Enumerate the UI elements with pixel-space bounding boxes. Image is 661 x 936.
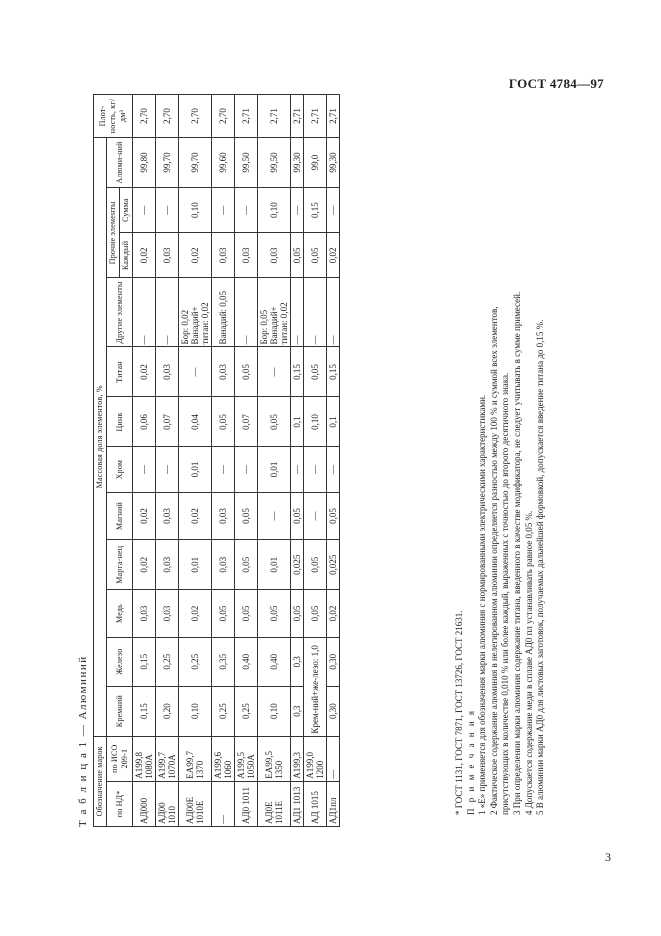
cell-si: 0,25 — [212, 686, 235, 736]
table-row — [179, 95, 212, 827]
table-row — [291, 95, 304, 827]
cell-each: 0,02 — [133, 233, 156, 278]
cell-density: 2,70 — [156, 95, 179, 138]
cell-fe: 0,25 — [156, 637, 179, 686]
cell-sum: — — [212, 188, 235, 233]
cell-other: — — [156, 278, 179, 347]
cell-mg: 0,05 — [327, 492, 340, 540]
cell-sum: — — [327, 188, 340, 233]
cell-si: 0,10 — [258, 686, 291, 736]
cell-cu: 0,05 — [304, 590, 327, 638]
cell-cu: 0,02 — [327, 590, 340, 638]
cell-nd: АД 1015 — [304, 781, 327, 826]
cell-al: 99,30 — [291, 137, 304, 187]
cell-ti: 0,03 — [156, 347, 179, 397]
note-item: 5 В алюминии марки АД0 для листовых заготовок, получаемых дальнейшей формовкой, допускается введение титана до 0,15 %. — [535, 319, 546, 815]
table-row — [304, 95, 327, 827]
zinc-header: Цинк — [107, 397, 133, 447]
cell-mn: 0,05 — [304, 540, 327, 590]
cell-fe: 0,35 — [212, 637, 235, 686]
cell-mg: 0,02 — [133, 492, 156, 540]
cell-each: 0,03 — [156, 233, 179, 278]
cell-cu: 0,05 — [258, 590, 291, 638]
cell-each: 0,05 — [291, 233, 304, 278]
cell-mn: 0,02 — [133, 540, 156, 590]
cell-cu: 0,03 — [133, 590, 156, 638]
table-row — [235, 95, 258, 827]
cell-iso: А199,6 1060 — [212, 736, 235, 781]
cell-mg: 0,05 — [235, 492, 258, 540]
cell-mn: 0,03 — [156, 540, 179, 590]
footnote: * ГОСТ 1131, ГОСТ 7871, ГОСТ 13726, ГОСТ 21631. — [454, 610, 464, 815]
iso-header: по ИСО 209-1 — [107, 736, 133, 781]
table-row — [258, 95, 291, 827]
cell-iso: А199,5 1050А — [235, 736, 258, 781]
cell-al: 99,60 — [212, 137, 235, 187]
cell-density: 2,71 — [291, 95, 304, 138]
cell-other: — — [304, 278, 327, 347]
density-header: Плот-ность, кг/дм³ — [94, 95, 133, 138]
note-item: присутствующих в количестве 0,010 % или более каждый, выраженных с точностью до второго десятичного знака. — [500, 372, 511, 815]
cell-sum: — — [291, 188, 304, 233]
cell-zn: 0,1 — [291, 397, 304, 447]
cell-other: — — [133, 278, 156, 347]
rotated-table-page — [77, 94, 589, 827]
cell-density: 2,71 — [235, 95, 258, 138]
note-item: 1 «Е» применяется для обозначения марки алюминия с нормированными электрическими характеристиками. — [477, 394, 488, 815]
cell-sum: 0,15 — [304, 188, 327, 233]
cell-ti: 0,05 — [235, 347, 258, 397]
cell-mn: 0,01 — [179, 540, 212, 590]
cell-other: — — [291, 278, 304, 347]
cell-each: 0,02 — [179, 233, 212, 278]
cell-cr: — — [327, 447, 340, 492]
cell-fe: 0,30 — [327, 637, 340, 686]
cell-mn: 0,025 — [291, 540, 304, 590]
cell-each: 0,05 — [304, 233, 327, 278]
cell-nd: АД1пл — [327, 781, 340, 826]
manganese-header: Марга-нец — [107, 540, 133, 590]
cell-other: Бор: 0,05 Ванадий+ титан: 0,02 — [258, 278, 291, 347]
cell-sum: 0,10 — [258, 188, 291, 233]
standard-header: ГОСТ 4784—97 — [508, 76, 604, 91]
cell-cr: — — [291, 447, 304, 492]
cell-mn: 0,01 — [258, 540, 291, 590]
other-elements-header: Другие элементы — [107, 278, 133, 347]
cell-cu: 0,05 — [291, 590, 304, 638]
cell-other: — — [327, 278, 340, 347]
cell-iso: ЕА99,5 1350 — [258, 736, 291, 781]
cell-cu: 0,05 — [212, 590, 235, 638]
sum-header: Сумма — [120, 188, 133, 233]
cell-other: — — [235, 278, 258, 347]
nd-header: по НД* — [107, 781, 133, 826]
designation-header: Обозначение марок — [94, 736, 107, 826]
cell-cu: 0,03 — [156, 590, 179, 638]
cell-sum: — — [235, 188, 258, 233]
cell-density: 2,70 — [212, 95, 235, 138]
cell-ti: 0,03 — [212, 347, 235, 397]
cell-ti: — — [179, 347, 212, 397]
cell-nd: — — [212, 781, 235, 826]
cell-mg: — — [304, 492, 327, 540]
cell-each: 0,02 — [327, 233, 340, 278]
cell-cr: — — [304, 447, 327, 492]
aluminum-header: Алюми-ний — [107, 137, 133, 187]
cell-al: 99,30 — [327, 137, 340, 187]
table-caption: Т а б л и ц а 1 — Алюминий — [77, 655, 89, 827]
copper-header: Медь — [107, 590, 133, 638]
note-item: 3 При определении марки алюминия содержание титана, введенного в качестве модификатора, не следует учитывать в сумме примесей. — [511, 291, 522, 815]
cell-cu: 0,05 — [235, 590, 258, 638]
table-row — [212, 95, 235, 827]
cell-zn: 0,07 — [156, 397, 179, 447]
cell-fe: 0,3 — [291, 637, 304, 686]
table-row — [156, 95, 179, 827]
cell-zn: 0,05 — [258, 397, 291, 447]
cell-sum: 0,10 — [179, 188, 212, 233]
cell-density: 2,70 — [179, 95, 212, 138]
cell-si: 0,30 — [327, 686, 340, 736]
cell-al: 99,80 — [133, 137, 156, 187]
cell-nd: АД0 1011 — [235, 781, 258, 826]
cell-zn: 0,07 — [235, 397, 258, 447]
other-group-header: Прочие элементы — [107, 188, 120, 278]
note-item: 4 Допускается содержание меди в сплаве АД0 пл устанавливать равное 0,05 %. — [523, 510, 534, 815]
magnesium-header: Магний — [107, 492, 133, 540]
cell-density: 2,71 — [327, 95, 340, 138]
cell-each: 0,03 — [212, 233, 235, 278]
cell-sum: — — [133, 188, 156, 233]
cell-mg: 0,03 — [212, 492, 235, 540]
table-row — [133, 95, 156, 827]
cell-density: 2,71 — [304, 95, 327, 138]
cell-si: 0,3 — [291, 686, 304, 736]
cell-sum: — — [156, 188, 179, 233]
cell-cr: — — [133, 447, 156, 492]
cell-mn: 0,05 — [235, 540, 258, 590]
cell-ti: 0,05 — [304, 347, 327, 397]
cell-cr: 0,01 — [258, 447, 291, 492]
cell-cr: — — [212, 447, 235, 492]
cell-mg: 0,05 — [291, 492, 304, 540]
cell-nd: АД000 — [133, 781, 156, 826]
cell-cr: — — [235, 447, 258, 492]
cell-si: 0,20 — [156, 686, 179, 736]
cell-cr: 0,01 — [179, 447, 212, 492]
cell-nd: АД1 1013 — [291, 781, 304, 826]
cell-al: 99,0 — [304, 137, 327, 187]
cell-each: 0,03 — [258, 233, 291, 278]
silicon-header: Кремний — [107, 686, 133, 736]
cell-zn: 0,1 — [327, 397, 340, 447]
titanium-header: Титан — [107, 347, 133, 397]
cell-si: 0,10 — [179, 686, 212, 736]
cell-al: 99,70 — [156, 137, 179, 187]
cell-fe: 0,15 — [133, 637, 156, 686]
cell-fe: 0,40 — [235, 637, 258, 686]
cell-nd: АД0Е 1011Е — [258, 781, 291, 826]
table-row — [327, 95, 340, 827]
note-item: 2 Фактическое содержание алюминия в нелегированном алюминии определяется разностью между 100 % и суммой всех элементов, — [488, 306, 499, 815]
cell-mn: 0,025 — [327, 540, 340, 590]
cell-mn: 0,03 — [212, 540, 235, 590]
each-header: Каждый — [120, 233, 133, 278]
cell-zn: 0,10 — [304, 397, 327, 447]
cell-density: 2,70 — [133, 95, 156, 138]
cell-cr: — — [156, 447, 179, 492]
cell-iso: А199,7 1070А — [156, 736, 179, 781]
cell-si-fe: Крем-ний+же-лезо: 1,0 — [304, 637, 327, 736]
cell-other: Ванадий: 0,05 — [212, 278, 235, 347]
cell-other: Бор: 0,02 Ванадий+ титан: 0,02 — [179, 278, 212, 347]
mass-share-header: Массовая доля элементов, % — [94, 137, 107, 736]
cell-ti: 0,15 — [291, 347, 304, 397]
aluminum-table — [93, 94, 340, 827]
cell-zn: 0,06 — [133, 397, 156, 447]
cell-each: 0,03 — [235, 233, 258, 278]
cell-mg: 0,02 — [179, 492, 212, 540]
cell-zn: 0,04 — [179, 397, 212, 447]
cell-ti: 0,02 — [133, 347, 156, 397]
cell-density: 2,71 — [258, 95, 291, 138]
cell-mg: — — [258, 492, 291, 540]
cell-al: 99,50 — [258, 137, 291, 187]
cell-iso: ЕА99,7 1370 — [179, 736, 212, 781]
chromium-header: Хром — [107, 447, 133, 492]
cell-al: 99,70 — [179, 137, 212, 187]
cell-nd: АД00Е 1010Е — [179, 781, 212, 826]
cell-si: 0,25 — [235, 686, 258, 736]
cell-fe: 0,40 — [258, 637, 291, 686]
cell-al: 99,50 — [235, 137, 258, 187]
cell-zn: 0,05 — [212, 397, 235, 447]
cell-ti: — — [258, 347, 291, 397]
cell-si: 0,15 — [133, 686, 156, 736]
notes-block — [454, 95, 547, 815]
cell-iso: А199,3 — [291, 736, 304, 781]
page-number: 3 — [605, 850, 611, 864]
cell-cu: 0,02 — [179, 590, 212, 638]
cell-fe: 0,25 — [179, 637, 212, 686]
notes-heading: П р и м е ч а н и я — [465, 708, 476, 815]
iron-header: Железо — [107, 637, 133, 686]
cell-mg: 0,03 — [156, 492, 179, 540]
cell-iso: А199,0 1200 — [304, 736, 327, 781]
cell-iso: — — [327, 736, 340, 781]
cell-iso: А199,8 1080А — [133, 736, 156, 781]
cell-nd: АД00 1010 — [156, 781, 179, 826]
cell-ti: 0,15 — [327, 347, 340, 397]
